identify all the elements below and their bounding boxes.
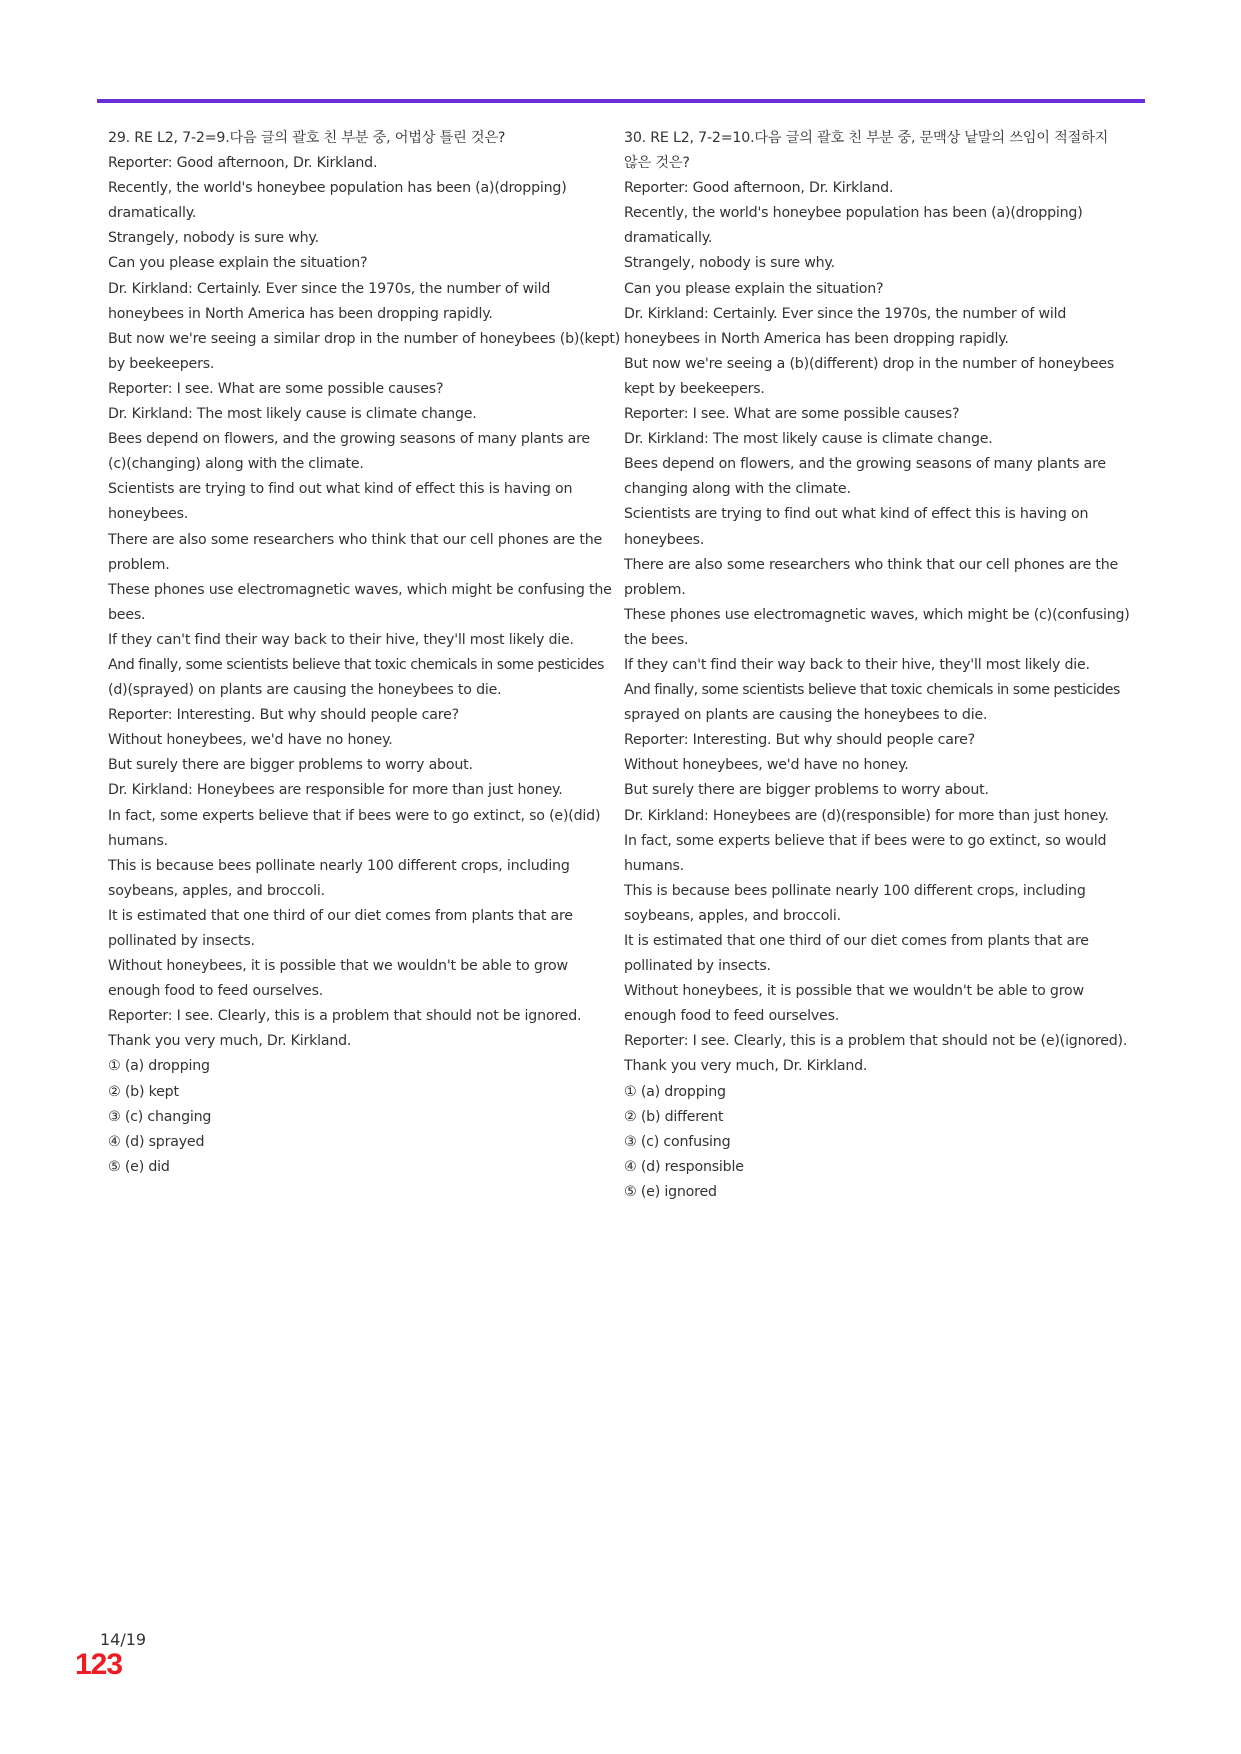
text-line: Scientists are trying to find out what kind of effect this is having on [108, 481, 573, 498]
text-line: ④ (d) responsible [624, 1158, 744, 1175]
text-line: Reporter: I see. Clearly, this is a problem that should not be ignored. [108, 1008, 582, 1025]
text-line: There are also some researchers who think that our cell phones are the [108, 531, 603, 548]
text-line: enough food to feed ourselves. [108, 983, 324, 1000]
text-line: Without honeybees, we'd have no honey. [108, 732, 393, 749]
text-line: Reporter: Interesting. But why should people care? [108, 707, 459, 724]
text-line: sprayed on plants are causing the honeybees to die. [624, 707, 988, 724]
text-line: ⑤ (e) did [108, 1158, 170, 1175]
text-line: It is estimated that one third of our diet comes from plants that are [624, 933, 1089, 949]
text-line: Dr. Kirkland: Certainly. Ever since the 1970s, the number of wild [624, 305, 1067, 322]
text-line: changing along with the climate. [624, 481, 851, 498]
text-line: Dr. Kirkland: The most likely cause is climate change. [108, 406, 477, 423]
text-line: Thank you very much, Dr. Kirkland. [108, 1033, 352, 1050]
text-line: Without honeybees, it is possible that we wouldn't be able to grow [108, 958, 568, 975]
text-line: Reporter: I see. What are some possible causes? [624, 406, 960, 423]
text-line: soybeans, apples, and broccoli. [624, 907, 841, 924]
text-line: This is because bees pollinate nearly 100 different crops, including [108, 857, 570, 874]
text-line: by beekeepers. [108, 355, 215, 372]
text-line: These phones use electromagnetic waves, which might be confusing the [108, 581, 612, 598]
text-line: Strangely, nobody is sure why. [108, 230, 319, 247]
text-line: 30. RE L2, 7-2=10.다음 글의 괄호 친 부분 중, 문맥상 낱말의 쓰임이 적절하지 [624, 130, 1109, 146]
text-line: Recently, the world's honeybee population has been (a)(dropping) [108, 180, 567, 197]
text-line: bees. [108, 606, 146, 623]
text-line: And finally, some scientists believe that toxic chemicals in some pesticides [624, 682, 1120, 699]
text-line: ⑤ (e) ignored [624, 1183, 717, 1200]
text-line: (d)(sprayed) on plants are causing the honeybees to die. [108, 682, 502, 699]
text-line: honeybees. [108, 506, 189, 523]
text-line: Dr. Kirkland: Honeybees are (d)(responsible) for more than just honey. [624, 807, 1109, 824]
text-line: the bees. [624, 631, 689, 648]
text-line: Reporter: Interesting. But why should people care? [624, 732, 975, 749]
text-line: ① (a) dropping [624, 1083, 726, 1100]
text-line: ③ (c) confusing [624, 1133, 731, 1150]
text-line: It is estimated that one third of our diet comes from plants that are [108, 907, 573, 924]
text-line: Bees depend on flowers, and the growing seasons of many plants are [624, 456, 1106, 473]
text-line: If they can't find their way back to their hive, they'll most likely die. [624, 656, 1090, 673]
text-line: kept by beekeepers. [624, 380, 765, 397]
text-line: Scientists are trying to find out what kind of effect this is having on [624, 506, 1089, 523]
text-line: dramatically. [108, 205, 197, 222]
text-line: And finally, some scientists believe that toxic chemicals in some pesticides [108, 656, 604, 673]
text-line: ② (b) different [624, 1108, 724, 1125]
text-line: Strangely, nobody is sure why. [624, 255, 835, 272]
text-line: ④ (d) sprayed [108, 1133, 205, 1150]
text-line: problem. [624, 581, 686, 598]
text-line: Bees depend on flowers, and the growing seasons of many plants are [108, 431, 590, 448]
text-line: Dr. Kirkland: Certainly. Ever since the 1970s, the number of wild [108, 280, 551, 297]
text-line: ② (b) kept [108, 1083, 179, 1100]
text-line: honeybees. [624, 531, 705, 548]
text-line: 29. RE L2, 7-2=9.다음 글의 괄호 친 부분 중, 어법상 틀린 것은? [108, 130, 506, 146]
text-line: pollinated by insects. [108, 933, 255, 949]
text-line: Without honeybees, we'd have no honey. [624, 757, 909, 774]
text-line: ① (a) dropping [108, 1058, 210, 1075]
text-line: Can you please explain the situation? [624, 280, 884, 297]
text-line: Can you please explain the situation? [108, 255, 368, 272]
text-line: If they can't find their way back to their hive, they'll most likely die. [108, 631, 574, 648]
text-line: problem. [108, 556, 170, 573]
text-line: But now we're seeing a similar drop in the number of honeybees (b)(kept) [108, 330, 621, 347]
text-line: enough food to feed ourselves. [624, 1008, 840, 1025]
text-line: dramatically. [624, 230, 713, 247]
text-line: Thank you very much, Dr. Kirkland. [624, 1058, 868, 1075]
text-line: But now we're seeing a (b)(different) drop in the number of honeybees [624, 355, 1115, 372]
page-number: 14/19 [100, 1630, 147, 1649]
text-line: (c)(changing) along with the climate. [108, 456, 364, 473]
text-line: This is because bees pollinate nearly 100 different crops, including [624, 882, 1086, 899]
text-line: humans. [108, 832, 168, 849]
text-line: 않은 것은? [624, 155, 690, 172]
text-line: Reporter: Good afternoon, Dr. Kirkland. [108, 155, 378, 172]
text-line: Reporter: I see. Clearly, this is a problem that should not be (e)(ignored). [624, 1033, 1128, 1050]
text-line: soybeans, apples, and broccoli. [108, 882, 325, 899]
text-line: But surely there are bigger problems to worry about. [624, 782, 989, 799]
text-line: But surely there are bigger problems to worry about. [108, 757, 473, 774]
text-line: honeybees in North America has been dropping rapidly. [108, 305, 493, 322]
text-line: pollinated by insects. [624, 958, 771, 975]
text-line: Recently, the world's honeybee population has been (a)(dropping) [624, 205, 1083, 222]
text-line: Without honeybees, it is possible that we wouldn't be able to grow [624, 983, 1084, 1000]
text-line: Dr. Kirkland: The most likely cause is climate change. [624, 431, 993, 448]
publisher-logo: 123 [75, 1648, 123, 1681]
text-line: Reporter: I see. What are some possible causes? [108, 380, 444, 397]
question-30 [624, 126, 1136, 1205]
text-line: Dr. Kirkland: Honeybees are responsible for more than just honey. [108, 782, 563, 799]
text-line: In fact, some experts believe that if bees were to go extinct, so would [624, 832, 1107, 849]
text-line: These phones use electromagnetic waves, which might be (c)(confusing) [624, 606, 1130, 623]
text-line: humans. [624, 857, 684, 874]
text-line: Reporter: Good afternoon, Dr. Kirkland. [624, 180, 894, 197]
text-line: In fact, some experts believe that if bees were to go extinct, so (e)(did) [108, 807, 601, 824]
header-divider [97, 99, 1145, 103]
text-line: honeybees in North America has been dropping rapidly. [624, 330, 1009, 347]
question-29 [108, 126, 620, 1180]
text-line: ③ (c) changing [108, 1108, 212, 1125]
text-line: There are also some researchers who think that our cell phones are the [624, 556, 1119, 573]
